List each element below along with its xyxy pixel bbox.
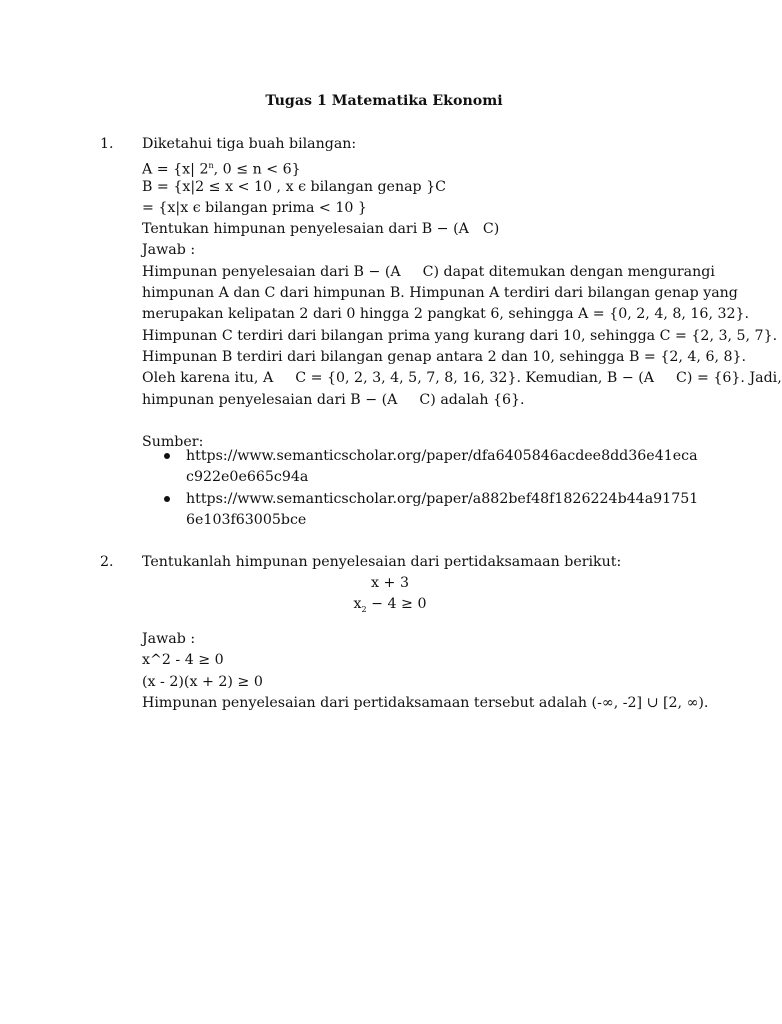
q1-sumber-label: Sumber: [142, 434, 204, 451]
q1-answer-line-7a: himpunan penyelesaian dari B − (A [142, 391, 398, 408]
q2-denominator-rest: − 4 ≥ 0 [366, 596, 427, 612]
question-2-answer [142, 629, 709, 714]
q1-jawab: Jawab : [142, 242, 196, 259]
source-item [142, 489, 702, 532]
q1-set-a-prefix: A = {x| 2 [142, 162, 209, 179]
q1-set-b: B = {x|2 ≤ x < 10 , x ϵ bilangan genap }C [142, 178, 447, 195]
question-1-body [142, 134, 782, 453]
q1-set-a [142, 155, 702, 179]
q1-answer-line-3: merupakan kelipatan 2 dari 0 hingga 2 pangkat 6, sehingga A = {0, 2, 4, 8, 16, 32}. [142, 306, 750, 323]
question-2-number: 2. [100, 554, 114, 570]
q1-answer-line-7 [142, 390, 702, 411]
q2-conclusion: Himpunan penyelesaian dari pertidaksamaan tersebut adalah (-∞, -2] ∪ [2, ∞). [142, 694, 709, 711]
q2-task: Tentukanlah himpunan penyelesaian dari pertidaksamaan berikut: [142, 554, 622, 570]
q1-answer-line-6c: C) = {6}. Jadi, [676, 370, 782, 387]
document-title: Tugas 1 Matematika Ekonomi [265, 93, 503, 109]
q1-set-c: = {x|x ϵ bilangan prima < 10 } [142, 199, 367, 216]
q1-given-intro: Diketahui tiga buah bilangan: [142, 136, 357, 152]
q2-step-1: x^2 - 4 ≥ 0 [142, 652, 224, 669]
sources-list [142, 446, 702, 531]
q1-answer-line-7b: C) adalah {6}. [419, 391, 525, 408]
q1-answer-line-6 [142, 368, 782, 389]
q1-answer-line-4: Himpunan C terdiri dari bilangan prima yang kurang dari 10, sehingga C = {2, 3, 5, 7}. [142, 327, 778, 344]
q1-task-prefix: Tentukan himpunan penyelesaian dari B − (A [142, 221, 469, 238]
source-item [142, 446, 702, 489]
q1-answer-line-6a: Oleh karena itu, A [142, 370, 274, 387]
q2-denominator-subscript: 2 [361, 604, 367, 614]
q1-task [142, 219, 702, 240]
question-2-task [142, 552, 702, 573]
q1-answer-line-2: himpunan A dan C dari himpunan B. Himpunan A terdiri dari bilangan genap yang [142, 285, 738, 302]
q2-fraction-denominator [300, 594, 480, 620]
q1-answer-line-1 [142, 262, 715, 283]
q2-step-2: (x - 2)(x + 2) ≥ 0 [142, 673, 263, 690]
q2-jawab: Jawab : [142, 631, 196, 647]
q1-answer-line-1a: Himpunan penyelesaian dari B − (A [142, 263, 401, 280]
source-link-1[interactable]: https://www.semanticscholar.org/paper/dfa6405846acdee8dd36e41ecac922e0e665c94a [186, 448, 698, 486]
q1-set-a-suffix: , 0 ≤ n < 6} [213, 162, 301, 179]
q2-denominator-base: x [353, 596, 362, 612]
q1-answer-line-6b: C = {0, 2, 3, 4, 5, 7, 8, 16, 32}. Kemudian, B − (A [295, 370, 655, 387]
question-1-number: 1. [100, 136, 114, 152]
bullet-icon [164, 453, 170, 459]
q2-fraction-numerator: x + 3 [371, 575, 409, 591]
q1-task-suffix: C) [482, 221, 500, 238]
q1-set-a-exponent: n [208, 161, 214, 171]
bullet-icon [164, 496, 170, 502]
q1-answer-line-1b: C) dapat ditemukan dengan mengurangi [422, 263, 715, 280]
q1-answer-line-5: Himpunan B terdiri dari bilangan genap antara 2 dan 10, sehingga B = {2, 4, 6, 8}. [142, 348, 747, 365]
source-link-2[interactable]: https://www.semanticscholar.org/paper/a882bef48f1826224b44a917516e103f63005bce [186, 490, 699, 528]
